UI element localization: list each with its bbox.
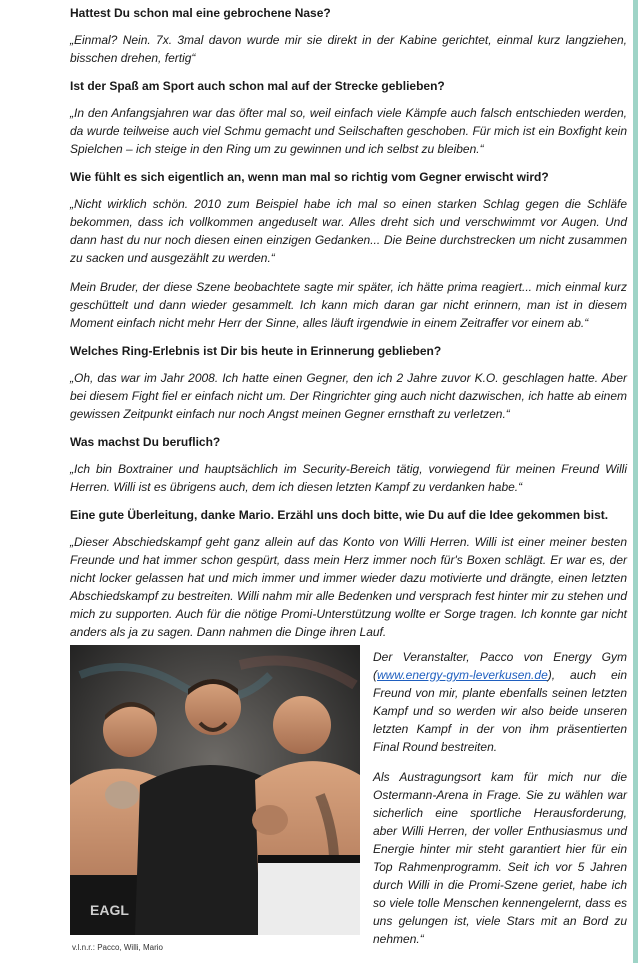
question-4: Welches Ring-Erlebnis ist Dir bis heute in Erinnerung geblieben? bbox=[70, 344, 442, 358]
answer-2: „In den Anfangsjahren war das öfter mal so, weil einfach viele Kämpfe auch falsch entschieden werden, da wurde teilweise auch viel Schmu gemacht und Seilschaften geschoben. Für mich ist ein Boxfight kein Spielchen – ich steige in den Ring um zu gewinnen und ich selbst zu bleiben.“ bbox=[70, 106, 627, 156]
answer-3: „Nicht wirklich schön. 2010 zum Beispiel habe ich mal so einen starken Schlag gegen die Schläfe bekommen, dass ich vollkommen angeduselt war. Alles dreht sich und verschwimmt vor Augen. Und dann hast du nur noch diesen einen einzigen Gedanken... Die Beine durchstrecken um nicht zusammen zu sacken und ausgezählt zu werden.“ bbox=[70, 197, 627, 265]
photo-illustration-icon bbox=[70, 645, 360, 935]
organizer-text-end: ), auch ein Freund von mir, plante ebenfalls seinen letzten Kampf und so werden wir also beide unseren letzten Kampf in der von ihm präsentierten Final Round bestreiten. bbox=[373, 668, 627, 754]
interview-content bbox=[70, 5, 627, 652]
side-text-column bbox=[373, 648, 627, 960]
answer-3-continued: Mein Bruder, der diese Szene beobachtete sagte mir später, ich hätte prima reagiert... mich einmal kurz geschüttelt und dann wieder gesammelt. Ich kann mich daran gar nicht erinnern, man ist in diesem Moment einfach nicht mehr Herr der Sinne, alles läuft irgendwie in einem Zeitraffer vor einem ab.“ bbox=[70, 280, 627, 330]
question-2: Ist der Spaß am Sport auch schon mal auf der Strecke geblieben? bbox=[70, 79, 445, 93]
three-men-photo bbox=[70, 645, 360, 935]
energy-gym-link[interactable]: www.energy-gym-leverkusen.de bbox=[377, 668, 548, 682]
question-1: Hattest Du schon mal eine gebrochene Nase? bbox=[70, 6, 331, 20]
question-3: Wie fühlt es sich eigentlich an, wenn man mal so richtig vom Gegner erwischt wird? bbox=[70, 170, 549, 184]
organizer-paragraph bbox=[373, 648, 627, 756]
photo-caption: v.l.n.r.: Pacco, Willi, Mario bbox=[72, 943, 163, 952]
photo-and-text-section bbox=[70, 645, 627, 945]
answer-1: „Einmal? Nein. 7x. 3mal davon wurde mir sie direkt in der Kabine gerichtet, einmal kurz langziehen, bisschen drehen, fertig“ bbox=[70, 33, 627, 65]
answer-5: „Ich bin Boxtrainer und hauptsächlich im Security-Bereich tätig, vorwiegend für meinen Freund Willi Herren. Willi ist es übrigens auch, dem ich diesen letzten Kampf zu verdanken habe.“ bbox=[70, 462, 627, 494]
organizer-text-start: Der Veranstalter, Pacco von Energy Gym ( bbox=[373, 650, 627, 682]
answer-6: „Dieser Abschiedskampf geht ganz allein auf das Konto von Willi Herren. Willi ist einer meiner besten Freunde und hat immer schon gespürt, dass mein Herz immer noch für's Boxen schlägt. Er war es, der nicht locker gelassen hat und mich immer und immer wieder dazu motivierte und drängte, einen letzten Abschiedskampf zu bestreiten. Willi nahm mir alle Bedenken und versprach fest hinter mir zu stehen und mich zu supporten. Auch für die nötige Promi-Unterstützung wollte er Sorge tragen. Ich konnte gar nicht anders als ja zu sagen. Dann nahmen die Dinge ihren Lauf. bbox=[70, 535, 627, 639]
shorts-text: EAGL bbox=[90, 902, 129, 918]
question-5: Was machst Du beruflich? bbox=[70, 435, 221, 449]
question-6: Eine gute Überleitung, danke Mario. Erzähl uns doch bitte, wie Du auf die Idee gekommen bist. bbox=[70, 508, 609, 522]
venue-paragraph: Als Austragungsort kam für mich nur die Ostermann-Arena in Frage. Sie zu wählen war sicherlich eine sportliche Herausforderung, aber Willi Herren, der voller Enthusiasmus und Energie hinter mir steht garantiert hier für ein Top Rahmenprogramm. Seit ich vor 5 Jahren durch Willi in die Promi-Szene geriet, habe ich so viele tolle Menschen kennengelernt, dass es uns gelungen ist, viele Stars mit an Bord zu nehmen.“ bbox=[373, 770, 627, 946]
answer-4: „Oh, das war im Jahr 2008. Ich hatte einen Gegner, den ich 2 Jahre zuvor K.O. geschlagen hatte. Aber bei diesem Fight fiel er einfach nicht um. Der Ringrichter ging auch nicht dazwischen, ich hatte ab einem gewissen Zeitpunkt einfach nur noch Angst meinen Gegner ernsthaft zu verletzen.“ bbox=[70, 371, 627, 421]
